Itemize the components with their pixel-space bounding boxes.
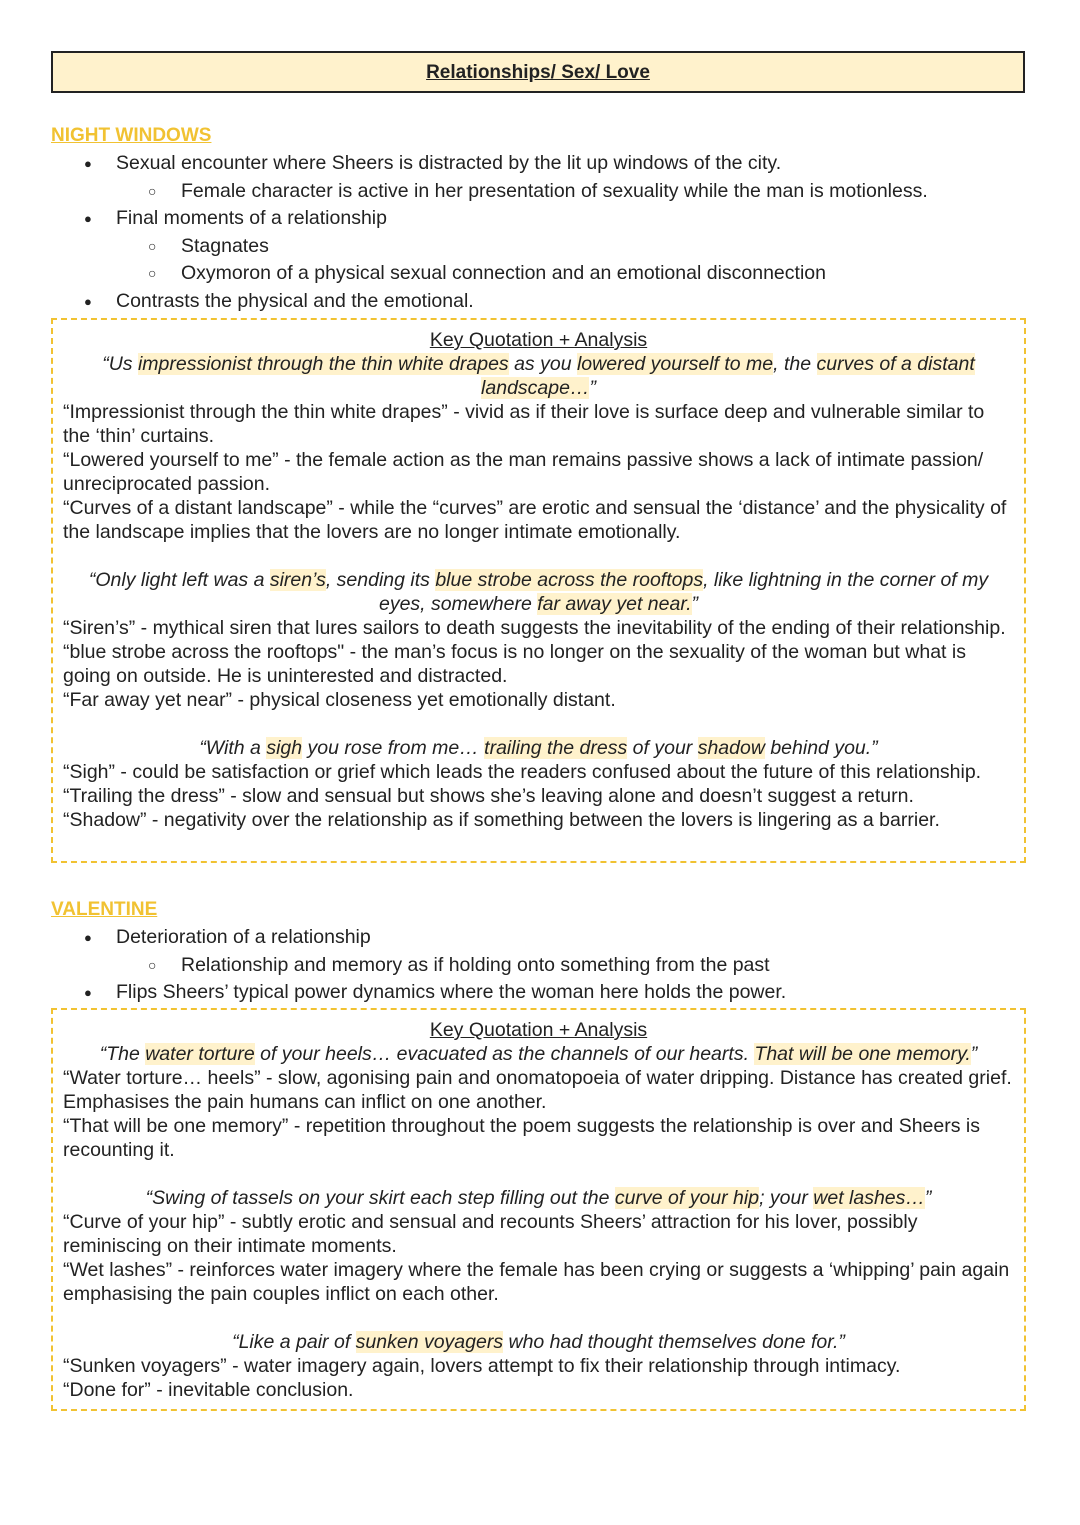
- bullet: ● Final moments of a relationship: [60, 205, 928, 233]
- bullet: ● Deterioration of a relationship: [60, 924, 786, 952]
- quotation: “Only light left was a siren’s, sending its blue strobe across the rooftops, like lightning in the corner of my eyes, somewhere far away yet near.”: [88, 569, 989, 615]
- analysis-line: “Impressionist through the thin white drapes” - vivid as if their love is surface deep and vulnerable similar to the ‘thin’ curtains.: [63, 401, 985, 447]
- analysis-line: “Curves of a distant landscape” - while the “curves” are erotic and sensual the ‘distance’ and the physicality of the landscape implies that the lovers are no longer intimate emotionally.: [63, 497, 1007, 543]
- section-heading-night-windows: NIGHT WINDOWS: [51, 125, 212, 146]
- analysis-line: “Water torture… heels” - slow, agonising pain and onomatopoeia of water dripping. Distance has created grief. Emphasises the pain humans can inflict on one another.: [63, 1067, 1012, 1113]
- quotation: “Swing of tassels on your skirt each step filling out the curve of your hip; your wet lashes…”: [145, 1187, 932, 1209]
- sub-bullet: ○ Female character is active in her presentation of sexuality while the man is motionless.: [60, 178, 928, 206]
- quotation-box-heading: Key Quotation + Analysis: [429, 1019, 648, 1041]
- analysis-line: “Curve of your hip” - subtly erotic and sensual and recounts Sheers’ attraction for his lover, possibly reminiscing on their intimate moments.: [63, 1211, 918, 1257]
- page-title: Relationships/ Sex/ Love: [51, 51, 1025, 93]
- night-windows-quotation-box: [51, 318, 1026, 863]
- valentine-quotation-box: [51, 1008, 1026, 1411]
- analysis-line: “Lowered yourself to me” - the female action as the man remains passive shows a lack of intimate passion/ unreciprocated passion.: [63, 449, 984, 495]
- quotation: “Like a pair of sunken voyagers who had thought themselves done for.”: [232, 1331, 845, 1353]
- bullet: ● Flips Sheers’ typical power dynamics where the woman here holds the power.: [60, 979, 786, 1007]
- analysis-line: “Sunken voyagers” - water imagery again, lovers attempt to fix their relationship through intimacy.: [63, 1355, 901, 1377]
- quotation: “The water torture of your heels… evacuated as the channels of our hearts. That will be one memory.”: [99, 1043, 978, 1065]
- valentine-bullets: [60, 924, 786, 1007]
- analysis-line: “Wet lashes” - reinforces water imagery where the female has been crying or suggests a ‘whipping’ pain again emphasising the pain couples inflict on each other.: [63, 1259, 1010, 1305]
- sub-bullet: ○ Relationship and memory as if holding onto something from the past: [60, 952, 786, 980]
- analysis-line: “That will be one memory” - repetition throughout the poem suggests the relationship is over and Sheers is recounting it.: [63, 1115, 980, 1161]
- analysis-line: “Far away yet near” - physical closeness yet emotionally distant.: [63, 689, 616, 711]
- analysis-line: “Sigh” - could be satisfaction or grief which leads the readers confused about the future of this relationship.: [63, 761, 982, 783]
- analysis-line: “Trailing the dress” - slow and sensual but shows she’s leaving alone and doesn’t suggest a return.: [63, 785, 914, 807]
- quotation: “Us impressionist through the thin white drapes as you lowered yourself to me, the curves of a distant landscape…”: [102, 353, 975, 399]
- analysis-line: “Siren’s” - mythical siren that lures sailors to death suggests the inevitability of the ending of their relationship.: [63, 617, 1006, 639]
- bullet: ● Sexual encounter where Sheers is distracted by the lit up windows of the city.: [60, 150, 928, 178]
- quotation-box-heading: Key Quotation + Analysis: [429, 329, 648, 351]
- analysis-line: “Shadow” - negativity over the relationship as if something between the lovers is lingering as a barrier.: [63, 809, 940, 831]
- sub-bullet: ○ Stagnates: [60, 233, 928, 261]
- sub-bullet: ○ Oxymoron of a physical sexual connection and an emotional disconnection: [60, 260, 928, 288]
- section-heading-valentine: VALENTINE: [51, 899, 158, 920]
- quotation: “With a sigh you rose from me… trailing the dress of your shadow behind you.”: [199, 737, 878, 759]
- analysis-line: “Done for” - inevitable conclusion.: [63, 1379, 354, 1401]
- bullet: ● Contrasts the physical and the emotional.: [60, 288, 928, 316]
- analysis-line: “blue strobe across the rooftops" - the man’s focus is no longer on the sexuality of the woman but what is going on outside. He is uninterested and distracted.: [63, 641, 966, 687]
- night-windows-bullets: [60, 150, 928, 315]
